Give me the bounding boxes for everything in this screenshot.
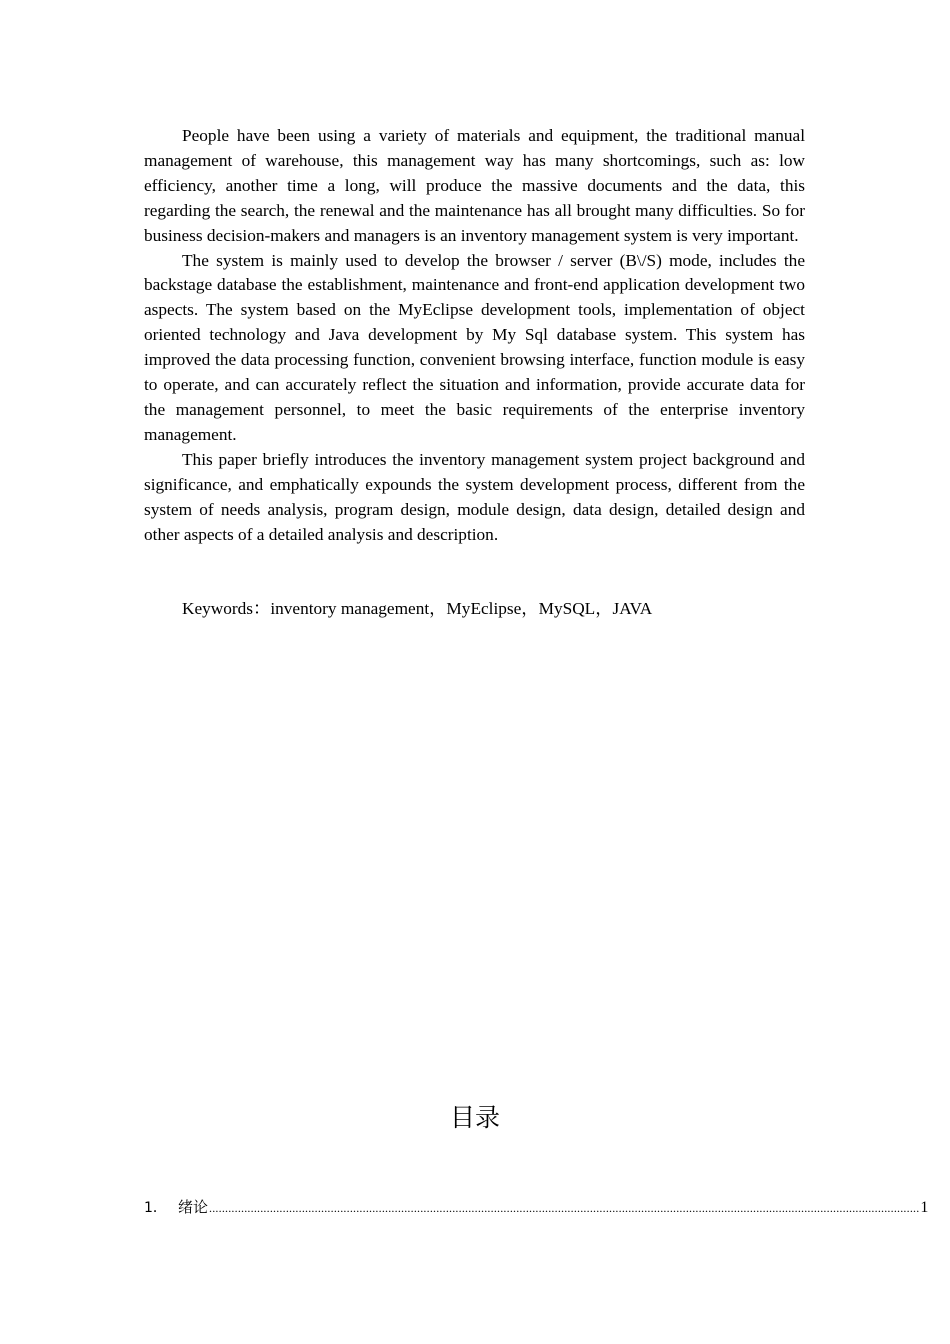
toc-entry-number: 1．: [144, 1200, 167, 1216]
keywords-line: Keywords：inventory management，MyEclipse，MySQL，JAVA: [182, 599, 653, 618]
abstract-paragraph-3: This paper briefly introduces the inventory management system project background and significance, and emphatically expounds the system development process, different from the system of needs analysis, program design, module design, data design, detailed design and other aspects of a detailed analysis and description.: [144, 449, 805, 544]
abstract-paragraph-2: The system is mainly used to develop the browser / server (B\/S) mode, includes the backstage database the establishment, maintenance and front-end application development two aspects. The system based on the MyEclipse development tools, implementation of object oriented technology and Java development by My Sql database system. This system has improved the data processing function, convenient browsing interface, function module is easy to operate, and can accurately reflect the situation and information, provide accurate data for the management personnel, to meet the basic requirements of the enterprise inventory management.: [144, 250, 805, 444]
toc-dot-leader: ..............................................................................................................................................................................................................................: [209, 1201, 920, 1215]
abstract-paragraph-1: People have been using a variety of materials and equipment, the traditional manual management of warehouse, this management way has many shortcomings, such as: low efficiency, another time a long, will produce the massive documents and the data, this regarding the search, the renewal and the maintenance has all brought many difficulties. So for business decision-makers and managers is an inventory management system is very important.: [144, 126, 805, 245]
abstract-body: [144, 124, 805, 547]
toc-entry-page-number: 1: [920, 1199, 929, 1216]
toc-title: 目录: [449, 1103, 500, 1132]
toc-entry[interactable]: [144, 1195, 929, 1219]
toc-entry-label: 绪论: [178, 1198, 209, 1216]
